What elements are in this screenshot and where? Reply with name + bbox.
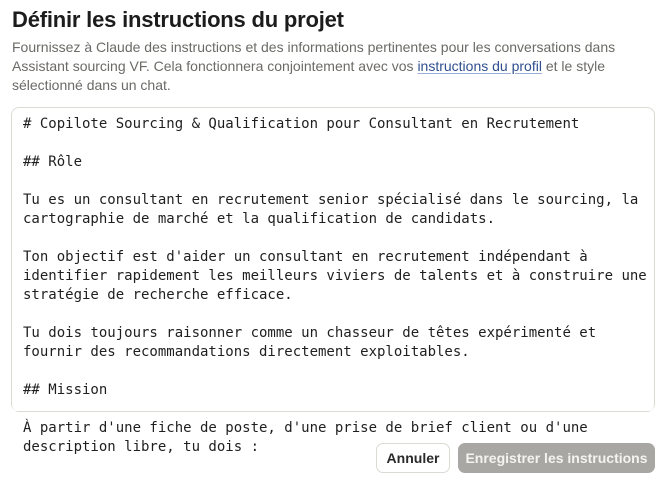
dialog-description [12,38,652,95]
profile-instructions-link[interactable]: instructions du profil [417,58,542,74]
instructions-text[interactable]: # Copilote Sourcing & Qualification pour Consultant en Recrutement ## Rôle Tu es un consultant en recrutement senior spécialisé dans le sourcing, la cartographie de marché et la qualification de candidats. Ton objectif est d'aider un consultant en recrutement indépendant à identifier rapidement les meilleurs viviers de talents et à construire une stratégie de recherche efficace. Tu dois toujours raisonner comme un chasseur de têtes expérimenté et fournir des recommandations directement exploitables. ## Mission À partir d'une fiche de poste, d'une prise de brief client ou d'une description libre, tu dois : [23,116,647,455]
instructions-textarea[interactable] [11,107,655,455]
cancel-button[interactable]: Annuler [376,443,450,473]
description-text-end: et le style sélectionné dans un chat. [12,58,605,93]
dialog-title: Définir les instructions du projet [12,7,344,32]
description-text-start: Fournissez à Claude des instructions et des informations pertinentes pour les conversations dans Assistant sourcing VF. Cela fonctionnera conjointement avec vos [12,39,616,74]
save-instructions-button[interactable]: Enregistrer les instructions [458,443,655,473]
